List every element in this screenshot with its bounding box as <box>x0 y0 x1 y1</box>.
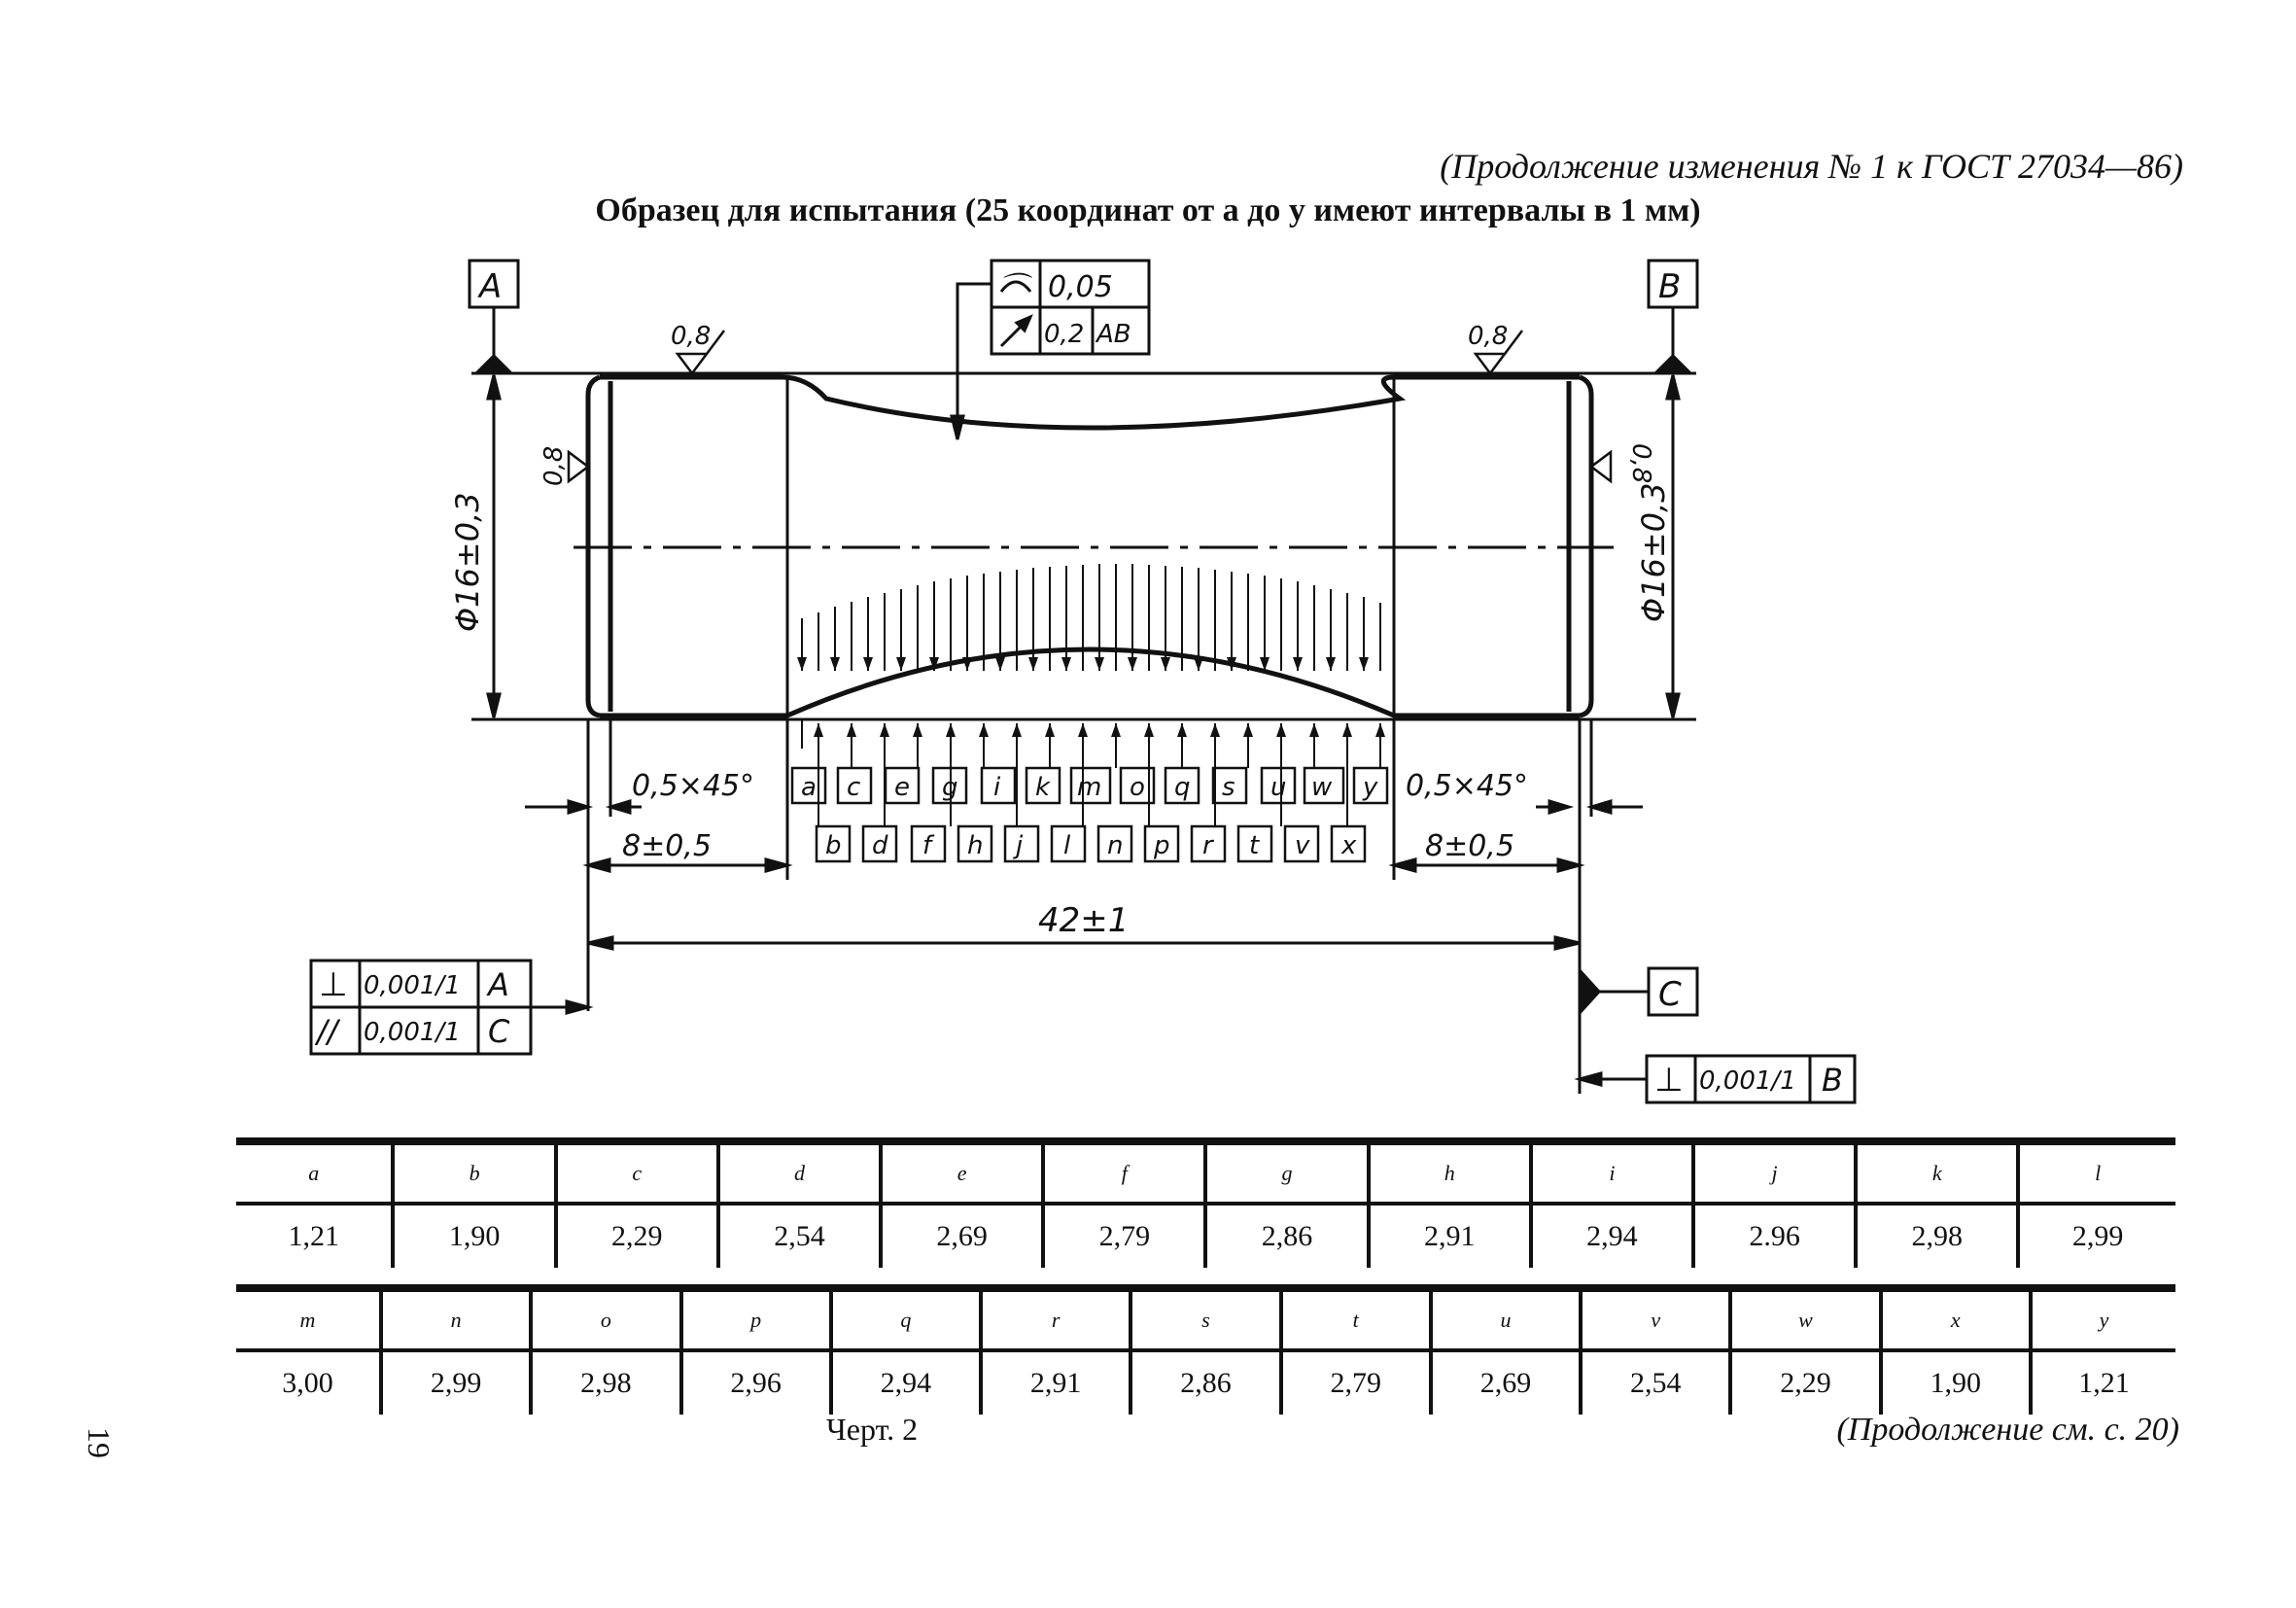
table-header: r <box>981 1288 1131 1350</box>
table-header: x <box>1881 1288 2031 1350</box>
continuation-note: (Продолжение изменения № 1 к ГОСТ 27034—86) <box>1440 147 2183 186</box>
table-header: y <box>2031 1288 2175 1350</box>
left-frame2-value: 0,001/1 <box>364 1018 461 1047</box>
table-header: n <box>381 1288 531 1350</box>
coord-label-bottom: j <box>1016 831 1024 860</box>
coord-label-bottom: x <box>1341 831 1357 860</box>
table-header: u <box>1431 1288 1581 1350</box>
total-length-label: 42±1 <box>1038 901 1130 940</box>
left-frame2-datum: C <box>488 1013 510 1050</box>
table-header: p <box>681 1288 831 1350</box>
specimen-top-edge <box>600 377 1580 428</box>
table-header: q <box>831 1288 981 1350</box>
coord-label-bottom: b <box>825 831 842 860</box>
table-cell: 2,29 <box>1730 1350 1880 1415</box>
coord-label-top: q <box>1174 773 1191 802</box>
coord-label-bottom: f <box>922 831 932 860</box>
coord-label-top: u <box>1270 773 1287 802</box>
coordinate-label-boxes-bottom <box>817 826 1365 861</box>
coord-label-top: i <box>993 773 1001 802</box>
right-diameter-label: Φ16±0,3 <box>1635 482 1672 622</box>
table-header: s <box>1131 1288 1280 1350</box>
right-chamfer-label: 0,5×45° <box>1406 769 1529 803</box>
table-header: o <box>531 1288 680 1350</box>
roughness-right-top: 0,8 <box>1468 322 1509 351</box>
table-header: k <box>1856 1141 2018 1204</box>
table-cell: 2,54 <box>1581 1350 1730 1415</box>
coord-label-top: y <box>1363 773 1378 802</box>
table-cell: 2,91 <box>981 1350 1131 1415</box>
table-cell: 2.96 <box>1693 1204 1856 1268</box>
table-cell: 2,99 <box>2018 1204 2175 1268</box>
datum-c-label: C <box>1658 975 1682 1014</box>
profile-value: 0,05 <box>1048 270 1113 304</box>
left-frame2-symbol: // <box>317 1013 338 1050</box>
table-header: l <box>2018 1141 2175 1204</box>
table-header: b <box>393 1141 555 1204</box>
table-header: h <box>1369 1141 1531 1204</box>
table-cell: 2,99 <box>381 1350 531 1415</box>
table-cell: 2,86 <box>1205 1204 1368 1268</box>
table-cell: 2,29 <box>556 1204 718 1268</box>
coord-label-bottom: l <box>1063 831 1071 860</box>
continued-note: (Продолжение см. с. 20) <box>1836 1412 2179 1448</box>
roughness-left-face: 0,8 <box>539 445 569 486</box>
values-table-row1 <box>236 1137 2175 1268</box>
runout-datum: AB <box>1096 320 1131 349</box>
table-header: v <box>1581 1288 1730 1350</box>
right-frame-symbol: ⊥ <box>1654 1061 1684 1100</box>
table-cell: 2,94 <box>1531 1204 1693 1268</box>
table-cell: 2,86 <box>1131 1350 1280 1415</box>
right-frame-datum: B <box>1822 1062 1843 1099</box>
right-shoulder-length: 8±0,5 <box>1425 829 1514 863</box>
datum-a-label: A <box>479 267 503 306</box>
left-frame1-symbol: ⊥ <box>319 965 348 1004</box>
table-header: g <box>1205 1141 1368 1204</box>
coord-label-bottom: v <box>1295 831 1310 860</box>
table-header: i <box>1531 1141 1693 1204</box>
table-cell: 2,96 <box>681 1350 831 1415</box>
coord-label-top: o <box>1130 773 1145 802</box>
coord-label-bottom: t <box>1249 831 1260 860</box>
figure-caption: Черт. 2 <box>826 1412 919 1447</box>
table-cell: 2,98 <box>1856 1204 2018 1268</box>
table-header: t <box>1281 1288 1431 1350</box>
table-header: c <box>556 1141 718 1204</box>
left-frame1-datum: A <box>488 966 509 1003</box>
datum-a-triangle <box>476 356 511 373</box>
table-cell: 2,79 <box>1043 1204 1205 1268</box>
table-header: e <box>881 1141 1043 1204</box>
coord-label-top: c <box>847 773 861 802</box>
coord-label-top: e <box>894 773 910 802</box>
table-cell: 2,79 <box>1281 1350 1431 1415</box>
table-cell: 2,91 <box>1369 1204 1531 1268</box>
table-header: a <box>236 1141 393 1204</box>
profile-symbol: ⌒ <box>998 271 1027 305</box>
coord-label-top: m <box>1077 773 1102 802</box>
right-frame-value: 0,001/1 <box>1699 1066 1796 1096</box>
roughness-left-top: 0,8 <box>671 322 712 351</box>
coord-label-top: a <box>801 773 817 802</box>
coord-label-top: k <box>1035 773 1051 802</box>
datum-b-label: B <box>1658 267 1682 306</box>
figure-title: Образец для испытания (25 координат от a до y имеют интервалы в 1 мм) <box>595 192 1701 228</box>
table-cell: 2,69 <box>1431 1350 1581 1415</box>
table-cell: 1,90 <box>1881 1350 2031 1415</box>
table-cell: 1,90 <box>393 1204 555 1268</box>
page-number: 19 <box>82 1427 117 1458</box>
table-header: f <box>1043 1141 1205 1204</box>
coord-label-bottom: h <box>967 831 984 860</box>
coord-label-top: w <box>1311 773 1333 802</box>
table-header: w <box>1730 1288 1880 1350</box>
table-header: j <box>1693 1141 1856 1204</box>
table-cell: 2,94 <box>831 1350 981 1415</box>
table-cell: 1,21 <box>2031 1350 2175 1415</box>
coord-label-bottom: p <box>1154 831 1170 860</box>
left-chamfer-label: 0,5×45° <box>632 769 755 803</box>
table-cell: 3,00 <box>282 1367 333 1399</box>
table-cell: 2,69 <box>881 1204 1043 1268</box>
coord-label-bottom: n <box>1107 831 1124 860</box>
runout-value: 0,2 <box>1044 320 1085 349</box>
left-frame1-value: 0,001/1 <box>364 971 461 1000</box>
table-cell: 2,54 <box>718 1204 881 1268</box>
table-cell: 2,98 <box>531 1350 680 1415</box>
values-table-row2 <box>236 1284 2175 1415</box>
table-header: m <box>236 1288 381 1350</box>
table-header: d <box>718 1141 881 1204</box>
coord-label-bottom: r <box>1202 831 1213 860</box>
left-shoulder-length: 8±0,5 <box>622 829 712 863</box>
roughness-right-face: 0,8 <box>1626 443 1655 484</box>
table-cell: 1,21 <box>288 1220 339 1252</box>
coord-label-top: s <box>1222 773 1235 802</box>
datum-b-triangle <box>1655 356 1690 373</box>
specimen-bottom-edge <box>600 649 1580 716</box>
coord-label-bottom: d <box>872 831 888 860</box>
coord-label-top: g <box>942 773 958 802</box>
left-diameter-label: Φ16±0,3 <box>449 492 486 632</box>
